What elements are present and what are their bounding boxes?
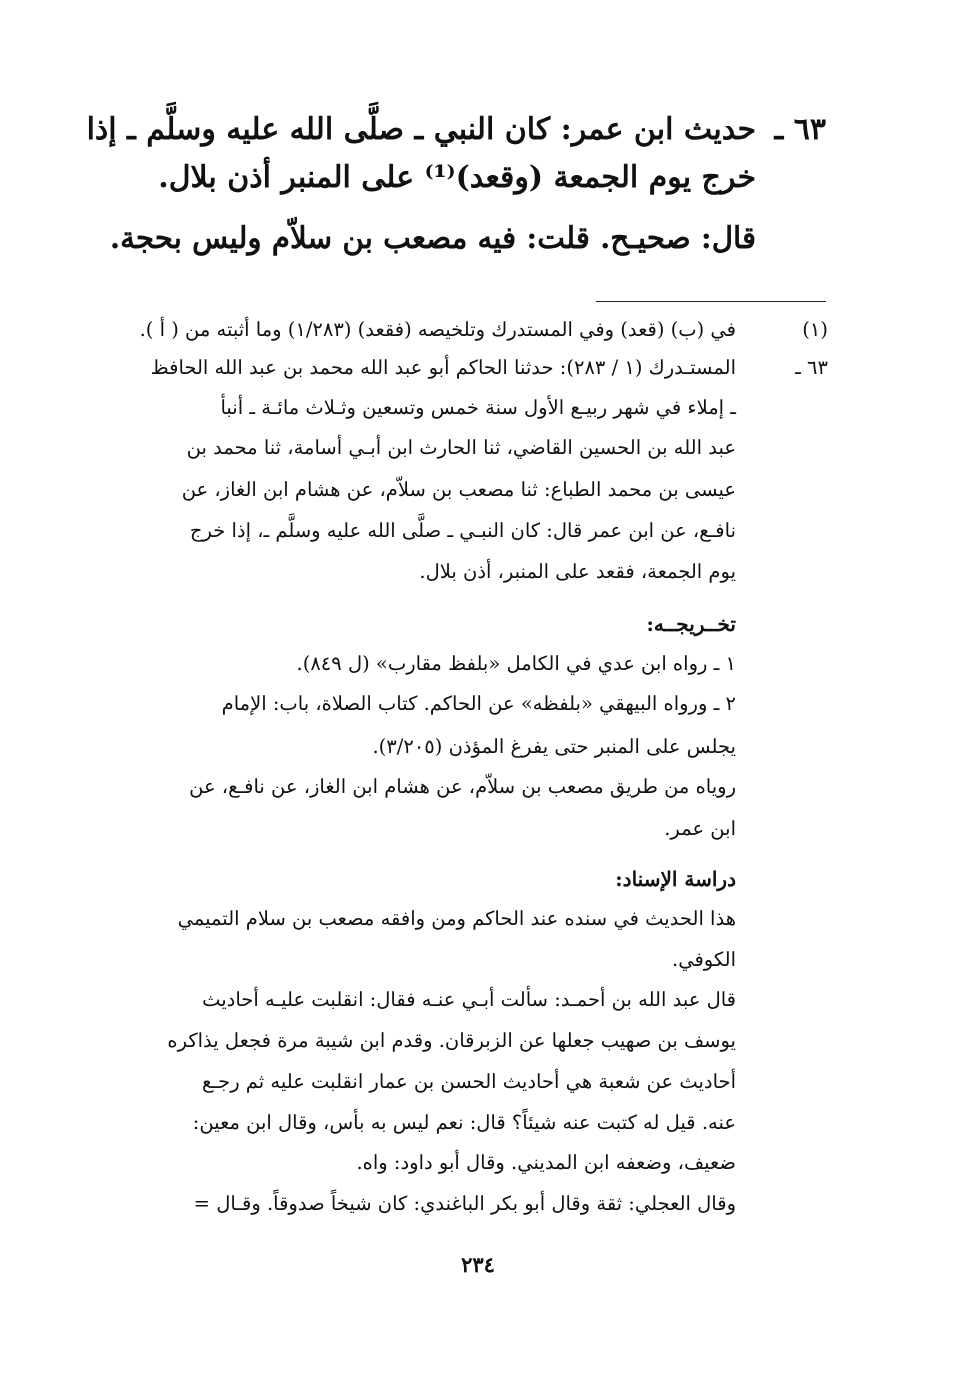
takhrij-line-1: ١ ـ رواه ابن عدي في الكامل «بلفظ مقارب» (ل ٨٤٩). (296, 652, 736, 675)
takhrij-line-2: ٢ ـ ورواه البيهقي «بلفظه» عن الحاكم. كتاب الصلاة، باب: الإمام (221, 692, 736, 715)
hadith-grading-line: قال: صحيـح. قلت: فيه مصعب بن سلاّم وليس بحجة. (109, 221, 756, 256)
takhrij-heading: تخــريجــه: (646, 612, 736, 636)
page-number: ٢٣٤ (461, 1252, 495, 1277)
footnote-63-line-5: نافـع، عن ابن عمر قال: كان النبـي ـ صلَّى الله عليه وسلَّم ـ، إذا خرج (189, 519, 736, 542)
isnad-line-1: هذا الحديث في سنده عند الحاكم ومن وافقه مصعب بن سلام التميمي (177, 907, 736, 930)
isnad-heading: دراسة الإسناد: (615, 867, 736, 891)
footnote-separator (596, 301, 826, 302)
hadith-line-1: حديث ابن عمر: كان النبي ـ صلَّى الله عليه وسلَّم ـ إذا (86, 112, 756, 147)
isnad-line-5: أحاديث عن شعبة هي أحاديث الحسن بن عمار انقلبت عليه ثم رجـع (202, 1070, 736, 1093)
isnad-line-3: قال عبد الله بن أحمـد: سألت أبـي عنـه فقال: انقلبت عليـه أحاديث (202, 988, 736, 1011)
hadith-number: ٦٣ ـ (774, 112, 826, 147)
footnote-63-line-2: ـ إملاء في شهر ربيـع الأول سنة خمس وتسعين وثـلاث مائـة ـ أنبأ (220, 396, 736, 419)
isnad-line-6: عنه. قيل له كتبت عنه شيئاً؟ قال: نعم ليس به بأس، وقال ابن معين: (192, 1111, 736, 1134)
hadith-line-2: خرج يوم الجمعة (وقعد)⁽¹⁾ على المنبر أذن بلال. (158, 160, 756, 195)
isnad-line-7: ضعيف، وضعفه ابن المديني. وقال أبو داود: واه. (356, 1151, 736, 1174)
isnad-line-2: الكوفي. (672, 948, 736, 971)
isnad-line-8: وقال العجلي: ثقة وقال أبو بكر الباغندي: كان شيخاً صدوقاً. وقـال = (193, 1192, 736, 1215)
footnote-63-line-1: المستـدرك (١ / ٢٨٣): حدثنا الحاكم أبو عبد الله محمد بن عبد الله الحافظ (150, 356, 736, 379)
takhrij-line-4: روياه من طريق مصعب بن سلاّم، عن هشام ابن الغاز، عن نافـع، عن (189, 775, 736, 798)
footnote-63-line-6: يوم الجمعة، فقعد على المنبر، أذن بلال. (419, 560, 736, 583)
isnad-line-4: يوسف بن صهيب جعلها عن الزبرقان. وقدم ابن شيبة مرة فجعل يذاكره (167, 1029, 736, 1052)
footnote-marker-63: ٦٣ ـ (795, 356, 828, 379)
footnote-63-line-3: عبد الله بن الحسين القاضي، ثنا الحارث ابن أبـي أسامة، ثنا محمد بن (186, 436, 736, 459)
footnote-marker-1: (١) (802, 318, 828, 341)
footnote-63-line-4: عيسى بن محمد الطباع: ثنا مصعب بن سلاّم، عن هشام ابن الغاز، عن (181, 478, 736, 501)
takhrij-line-3: يجلس على المنبر حتى يفرغ المؤذن (٣/٢٠٥). (372, 735, 736, 758)
takhrij-line-5: ابن عمر. (664, 817, 736, 840)
footnote-1-text: في (ب) (قعد) وفي المستدرك وتلخيصه (فقعد) (١/٢٨٣) وما أثبته من ( أ ). (139, 318, 736, 341)
